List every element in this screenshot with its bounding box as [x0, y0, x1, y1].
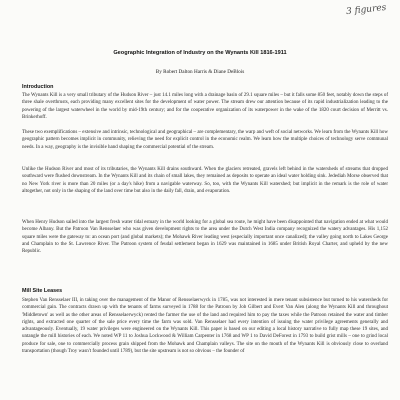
section-heading-introduction: Introduction: [22, 84, 54, 90]
paragraph-5: Stephen Van Rensselaer III, in taking over the management of the Manor of Rensselaerwyck in 1785, was not interested in mere tenant subsistence but turned to his watersheds for commercial gain. The contracts drawn up with the tenants of farms surveyed in 1788 for the Patroon by Job Gilbert and Evert Van Alen (along the Wynants Kill and throughout 'Middletown' as well as the other areas of Rensselaerwyck) rented the farmer the use of the land and required him to pay the taxes while the Patroon retained the water and timber rights, and extracted one quarter of the sale price every time the farm was sold. Van Rensselaer had every intention of issuing the water privilege agreements generally and advantageously. Eventually, 19 water privileges were engineered on the Wynants Kill. This paper is based on our editing a local history narrative to fully map these 19 sites, and untangle the mill histories of each. We noted WP 11 to Joshua Lockwood & William Carpenter in 1768 and WP 1 to David DeForest in 1793 to build grist mills – one to grind local produce for sale, one to commercially process grain shipped from the Mohawk and Champlain valleys. The site on the mouth of the Wynants Kill is obviously close to overland transportation (though Troy wasn't founded until 1789), but the site upstream is not so obvious – the founder of: [22, 298, 388, 355]
paper-title: Geographic Integration of Industry on the Wynants Kill 1816-1911: [113, 50, 287, 56]
paragraph-3: Unlike the Hudson River and most of its tributaries, the Wynants Kill drains southward. When the glaciers retreated, gravels left behind in the watersheds of streams that dropped southward were flushed downstream. In the Wynants Kill and its chain of small lakes, they remained as deposits to operate an ideal water holding sink. Jedediah Morse observed that no New York river is more than 20 miles (or a day's hike) from a navigable waterway. So, too, with the Wynants Kill watershed; but implicit in the remark is the role of water altogether, not only in the shaping of the land over time but also in the daily fall, drain, and evaporation.: [22, 167, 388, 194]
paragraph-1: The Wynants Kill is a very small tributary of the Hudson River – just 14.1 miles long with a drainage basin of 29.1 square miles – but it falls some 850 feet, notably down the steps of three shale overthrusts, each providing many excellent sites for the development of water power. The stream drew our attention because of its rapid industrialization leading to the powering of the largest waterwheel in the world by mid-19th century; and for the cooperative organization of its waterpower in the wake of the 1820 court decision of Merritt vs. Brinkerhoff.: [22, 93, 388, 120]
paper-authors: By Robert Dalton Harris & Diane DeBlois: [155, 69, 245, 75]
section-heading-mill-site-leases: Mill Site Leases: [22, 288, 63, 294]
handwritten-note: 3 figures: [345, 2, 387, 18]
paragraph-4: When Henry Hudson sailed into the largest fresh water tidal estuary in the world looking for a global sea route, he might have been disappointed that navigation ended at what would become Albany. But the Patroon Van Rensselaer who was given development rights to the area under the Dutch West India company recognized the watery advantages. His 1,152 square miles were the gateway to: an ocean port (and global markets); the Mohawk River leading west (especially important once canalized); the valley going north to Lakes George and Champlain to the St. Lawrence River. The Patroon system of feudal settlement began in 1629 was maintained in 1685 under British Royal Charter, and upheld by the new Republic.: [22, 220, 388, 255]
paragraph-2: These two exemplifications – extensive and intrinsic, technological and geographical – are complementary, the warp and weft of social networks. We learn from the Wynants Kill how geographic pattern becomes implicit in community, relieving the need for explicit control in the economic realm. We learn how the multiple choices of technology serve communal needs. In a way, geography is the invisible hand shaping the commercial potential of the stream.: [22, 130, 388, 150]
